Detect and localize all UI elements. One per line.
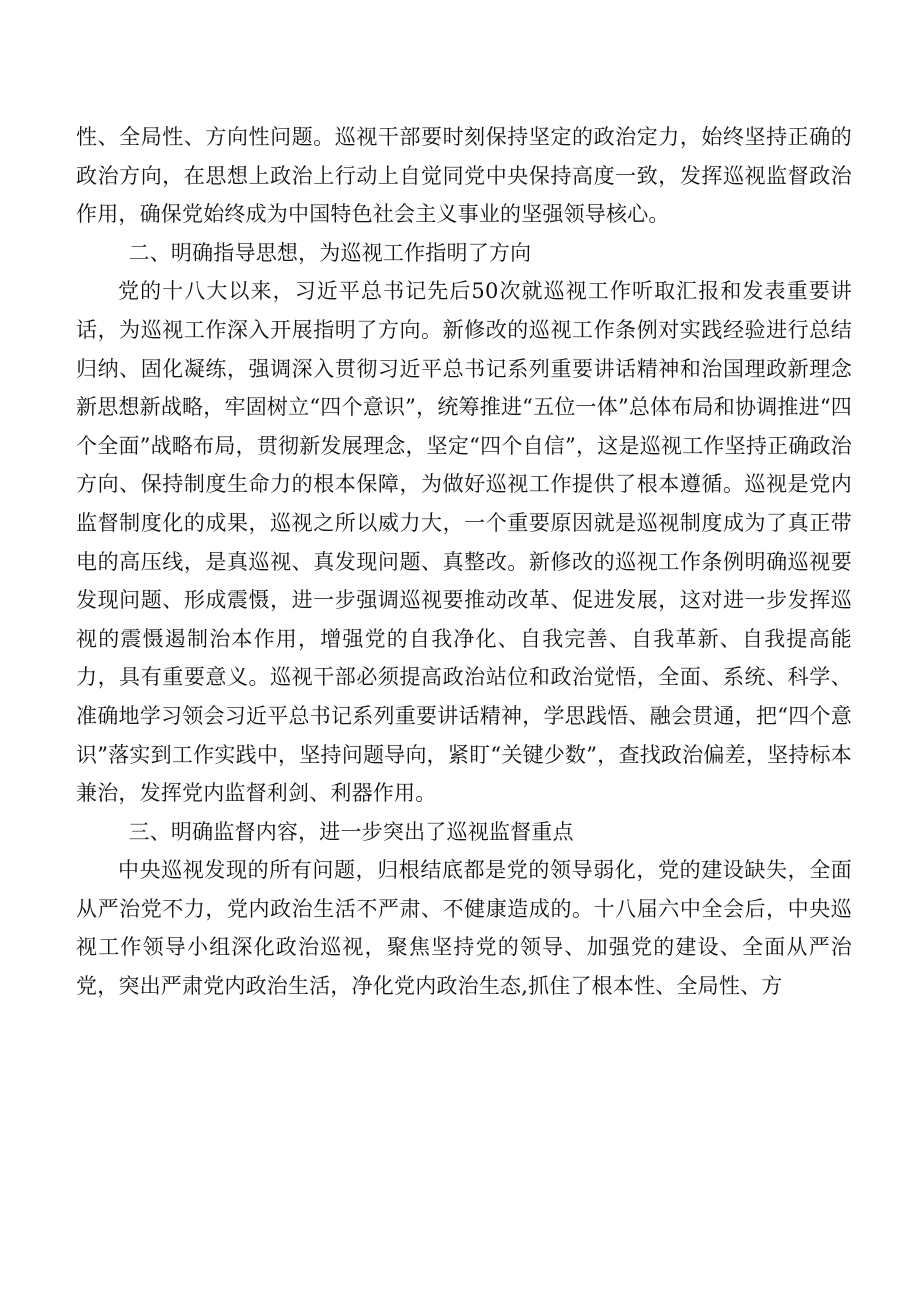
paragraph-guiding-thought: 党的十八大以来，习近平总书记先后50次就巡视工作听取汇报和发表重要讲话，为巡视工作深入开展指明了方向。新修改的巡视工作条例对实践经验进行总结归纳、固化凝练，强调深入贯彻习近平总书记系列重要讲话精神和治国理政新理念新思想新战略，牢固树立“四个意识”，统筹推进“五位一体”总体布局和协调推进“四个全面”战略布局，贯彻新发展理念，坚定“四个自信”，这是巡视工作坚持正确政治方向、保持制度生命力的根本保障，为做好巡视工作提供了根本遵循。巡视是党内监督制度化的成果，巡视之所以威力大，一个重要原因就是巡视制度成为了真正带电的高压线，是真巡视、真发现问题、真整改。新修改的巡视工作条例明确巡视要发现问题、形成震慑，进一步强调巡视要推动改革、促进发展，这对进一步发挥巡视的震慑遏制治本作用，增强党的自我净化、自我完善、自我革新、自我提高能力，具有重要意义。巡视干部必须提高政治站位和政治觉悟，全面、系统、科学、准确地学习领会习近平总书记系列重要讲话精神，学思践悟、融会贯通，把“四个意识”落实到工作实践中，坚持问题导向，紧盯“关键少数”，查找政治偏差，坚持标本兼治，发挥党内监督利剑、利器作用。 — [76, 279, 852, 806]
section-heading-two: 二、明确指导思想，为巡视工作指明了方向 — [128, 240, 532, 265]
paragraph-continuation: 性、全局性、方向性问题。巡视干部要时刻保持坚定的政治定力，始终坚持正确的政治方向，在思想上政治上行动上自觉同党中央保持高度一致，发挥巡视监督政治作用，确保党始终成为中国特色社会主义事业的坚强领导核心。 — [76, 125, 852, 227]
document-body — [76, 118, 852, 1006]
section-heading-three: 三、明确监督内容，进一步突出了巡视监督重点 — [128, 819, 574, 844]
paragraph-supervision-content: 中央巡视发现的所有问题，归根结底都是党的领导弱化，党的建设缺失，全面从严治党不力，党内政治生活不严肃、不健康造成的。十八届六中全会后，中央巡视工作领导小组深化政治巡视，聚焦坚持党的领导、加强党的建设、全面从严治党，突出严肃党内政治生活，净化党内政治生态,抓住了根本性、全局性、方 — [76, 858, 852, 999]
